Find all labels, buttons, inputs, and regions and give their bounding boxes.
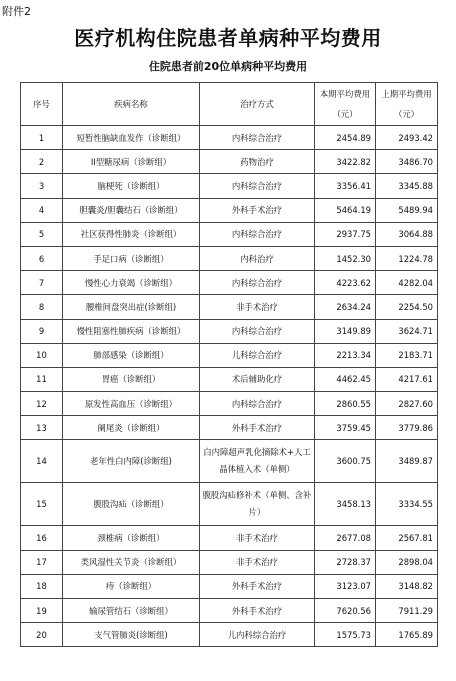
row-disease: 胆囊炎/胆囊结石（诊断组）: [63, 198, 200, 222]
attachment-label: 附件2: [2, 5, 31, 18]
row-index: 2: [21, 150, 63, 174]
row-current-cost: 4223.62: [315, 271, 376, 295]
row-treatment: 内科综合治疗: [200, 392, 315, 416]
row-treatment: 白内障超声乳化摘除术+人工晶体植入术（单侧）: [200, 440, 315, 483]
row-current-cost: 1575.73: [315, 623, 376, 647]
row-index: 8: [21, 295, 63, 319]
table-row: [21, 343, 438, 367]
table-row: [21, 416, 438, 440]
row-previous-cost: 4217.61: [376, 367, 438, 391]
row-index: 6: [21, 246, 63, 270]
row-previous-cost: 3334.55: [376, 483, 438, 526]
row-index: 15: [21, 483, 63, 526]
row-previous-cost: 1224.78: [376, 246, 438, 270]
row-disease: 颈椎病（诊断组）: [63, 526, 200, 550]
row-current-cost: 2213.34: [315, 343, 376, 367]
row-previous-cost: 3624.71: [376, 319, 438, 343]
header-current-cost: 本期平均费用（元）: [315, 83, 376, 126]
row-treatment: 内科治疗: [200, 246, 315, 270]
row-index: 1: [21, 126, 63, 150]
table-row: [21, 198, 438, 222]
row-previous-cost: 3064.88: [376, 222, 438, 246]
row-index: 9: [21, 319, 63, 343]
table-row: [21, 483, 438, 526]
row-previous-cost: 2254.50: [376, 295, 438, 319]
row-treatment: 腹股沟疝修补术（单侧、含补片）: [200, 483, 315, 526]
row-treatment: 内科综合治疗: [200, 126, 315, 150]
table-row: [21, 550, 438, 574]
row-disease: 脑梗死（诊断组）: [63, 174, 200, 198]
row-treatment: 外科手术治疗: [200, 416, 315, 440]
row-disease: 慢性阻塞性肺疾病（诊断组）: [63, 319, 200, 343]
row-previous-cost: 2827.60: [376, 392, 438, 416]
row-index: 10: [21, 343, 63, 367]
row-previous-cost: 2898.04: [376, 550, 438, 574]
row-index: 7: [21, 271, 63, 295]
row-disease: 手足口病（诊断组）: [63, 246, 200, 270]
row-index: 14: [21, 440, 63, 483]
row-disease: 腹股沟疝（诊断组）: [63, 483, 200, 526]
row-index: 4: [21, 198, 63, 222]
row-current-cost: 4462.45: [315, 367, 376, 391]
row-current-cost: 3458.13: [315, 483, 376, 526]
row-current-cost: 2860.55: [315, 392, 376, 416]
row-previous-cost: 7911.29: [376, 599, 438, 623]
cost-table: [20, 82, 438, 647]
header-disease: 疾病名称: [63, 83, 200, 126]
row-disease: 原发性高血压（诊断组）: [63, 392, 200, 416]
row-treatment: 非手术治疗: [200, 550, 315, 574]
row-current-cost: 3422.82: [315, 150, 376, 174]
page-title: 医疗机构住院患者单病种平均费用: [74, 26, 382, 50]
row-index: 11: [21, 367, 63, 391]
row-disease: 社区获得性肺炎（诊断组）: [63, 222, 200, 246]
row-treatment: 非手术治疗: [200, 295, 315, 319]
table-row: [21, 526, 438, 550]
header-index: 序号: [21, 83, 63, 126]
row-current-cost: 3356.41: [315, 174, 376, 198]
row-treatment: 儿内科综合治疗: [200, 623, 315, 647]
row-disease: 类风湿性关节炎（诊断组）: [63, 550, 200, 574]
row-index: 19: [21, 599, 63, 623]
table-subtitle: 住院患者前20位单病种平均费用: [148, 60, 308, 73]
row-current-cost: 2728.37: [315, 550, 376, 574]
table-row: [21, 174, 438, 198]
row-current-cost: 2454.89: [315, 126, 376, 150]
row-previous-cost: 4282.04: [376, 271, 438, 295]
table-row: [21, 246, 438, 270]
row-previous-cost: 2493.42: [376, 126, 438, 150]
row-disease: 慢性心力衰竭（诊断组）: [63, 271, 200, 295]
table-row: [21, 222, 438, 246]
row-current-cost: 3759.45: [315, 416, 376, 440]
row-previous-cost: 3489.87: [376, 440, 438, 483]
row-current-cost: 7620.56: [315, 599, 376, 623]
row-disease: 输尿管结石（诊断组）: [63, 599, 200, 623]
row-treatment: 儿科综合治疗: [200, 343, 315, 367]
row-index: 12: [21, 392, 63, 416]
row-previous-cost: 3345.88: [376, 174, 438, 198]
row-disease: 肺部感染（诊断组）: [63, 343, 200, 367]
row-disease: 短暂性脑缺血发作（诊断组）: [63, 126, 200, 150]
row-current-cost: 5464.19: [315, 198, 376, 222]
row-treatment: 内科综合治疗: [200, 271, 315, 295]
row-current-cost: 3123.07: [315, 574, 376, 598]
table-row: [21, 319, 438, 343]
row-disease: 痔（诊断组）: [63, 574, 200, 598]
row-disease: 老年性白内障(诊断组): [63, 440, 200, 483]
row-previous-cost: 2567.81: [376, 526, 438, 550]
row-disease: 腰椎间盘突出症(诊断组): [63, 295, 200, 319]
table-row: [21, 440, 438, 483]
table-row: [21, 295, 438, 319]
row-treatment: 内科综合治疗: [200, 222, 315, 246]
table-row: [21, 271, 438, 295]
row-current-cost: 1452.30: [315, 246, 376, 270]
table-row: [21, 126, 438, 150]
table-body: [21, 126, 438, 647]
row-current-cost: 3600.75: [315, 440, 376, 483]
row-current-cost: 2937.75: [315, 222, 376, 246]
row-treatment: 外科手术治疗: [200, 574, 315, 598]
row-index: 16: [21, 526, 63, 550]
row-treatment: 外科手术治疗: [200, 198, 315, 222]
table-row: [21, 574, 438, 598]
row-index: 3: [21, 174, 63, 198]
row-disease: II型糖尿病（诊断组）: [63, 150, 200, 174]
row-treatment: 内科综合治疗: [200, 319, 315, 343]
row-previous-cost: 2183.71: [376, 343, 438, 367]
row-previous-cost: 3779.86: [376, 416, 438, 440]
row-current-cost: 2677.08: [315, 526, 376, 550]
table-row: [21, 367, 438, 391]
row-index: 5: [21, 222, 63, 246]
table-row: [21, 150, 438, 174]
row-index: 18: [21, 574, 63, 598]
header-previous-cost: 上期平均费用（元）: [376, 83, 438, 126]
row-current-cost: 3149.89: [315, 319, 376, 343]
table-row: [21, 599, 438, 623]
row-index: 13: [21, 416, 63, 440]
table-row: [21, 623, 438, 647]
table-header-row: [21, 83, 438, 126]
table-row: [21, 392, 438, 416]
header-treatment: 治疗方式: [200, 83, 315, 126]
row-disease: 胃癌（诊断组）: [63, 367, 200, 391]
row-previous-cost: 3148.82: [376, 574, 438, 598]
row-previous-cost: 3486.70: [376, 150, 438, 174]
row-disease: 支气管肺炎(诊断组): [63, 623, 200, 647]
row-current-cost: 2634.24: [315, 295, 376, 319]
row-previous-cost: 1765.89: [376, 623, 438, 647]
row-treatment: 外科手术治疗: [200, 599, 315, 623]
row-treatment: 药物治疗: [200, 150, 315, 174]
row-index: 20: [21, 623, 63, 647]
row-treatment: 内科综合治疗: [200, 174, 315, 198]
row-disease: 阑尾炎（诊断组）: [63, 416, 200, 440]
row-index: 17: [21, 550, 63, 574]
row-treatment: 术后辅助化疗: [200, 367, 315, 391]
row-previous-cost: 5489.94: [376, 198, 438, 222]
row-treatment: 非手术治疗: [200, 526, 315, 550]
